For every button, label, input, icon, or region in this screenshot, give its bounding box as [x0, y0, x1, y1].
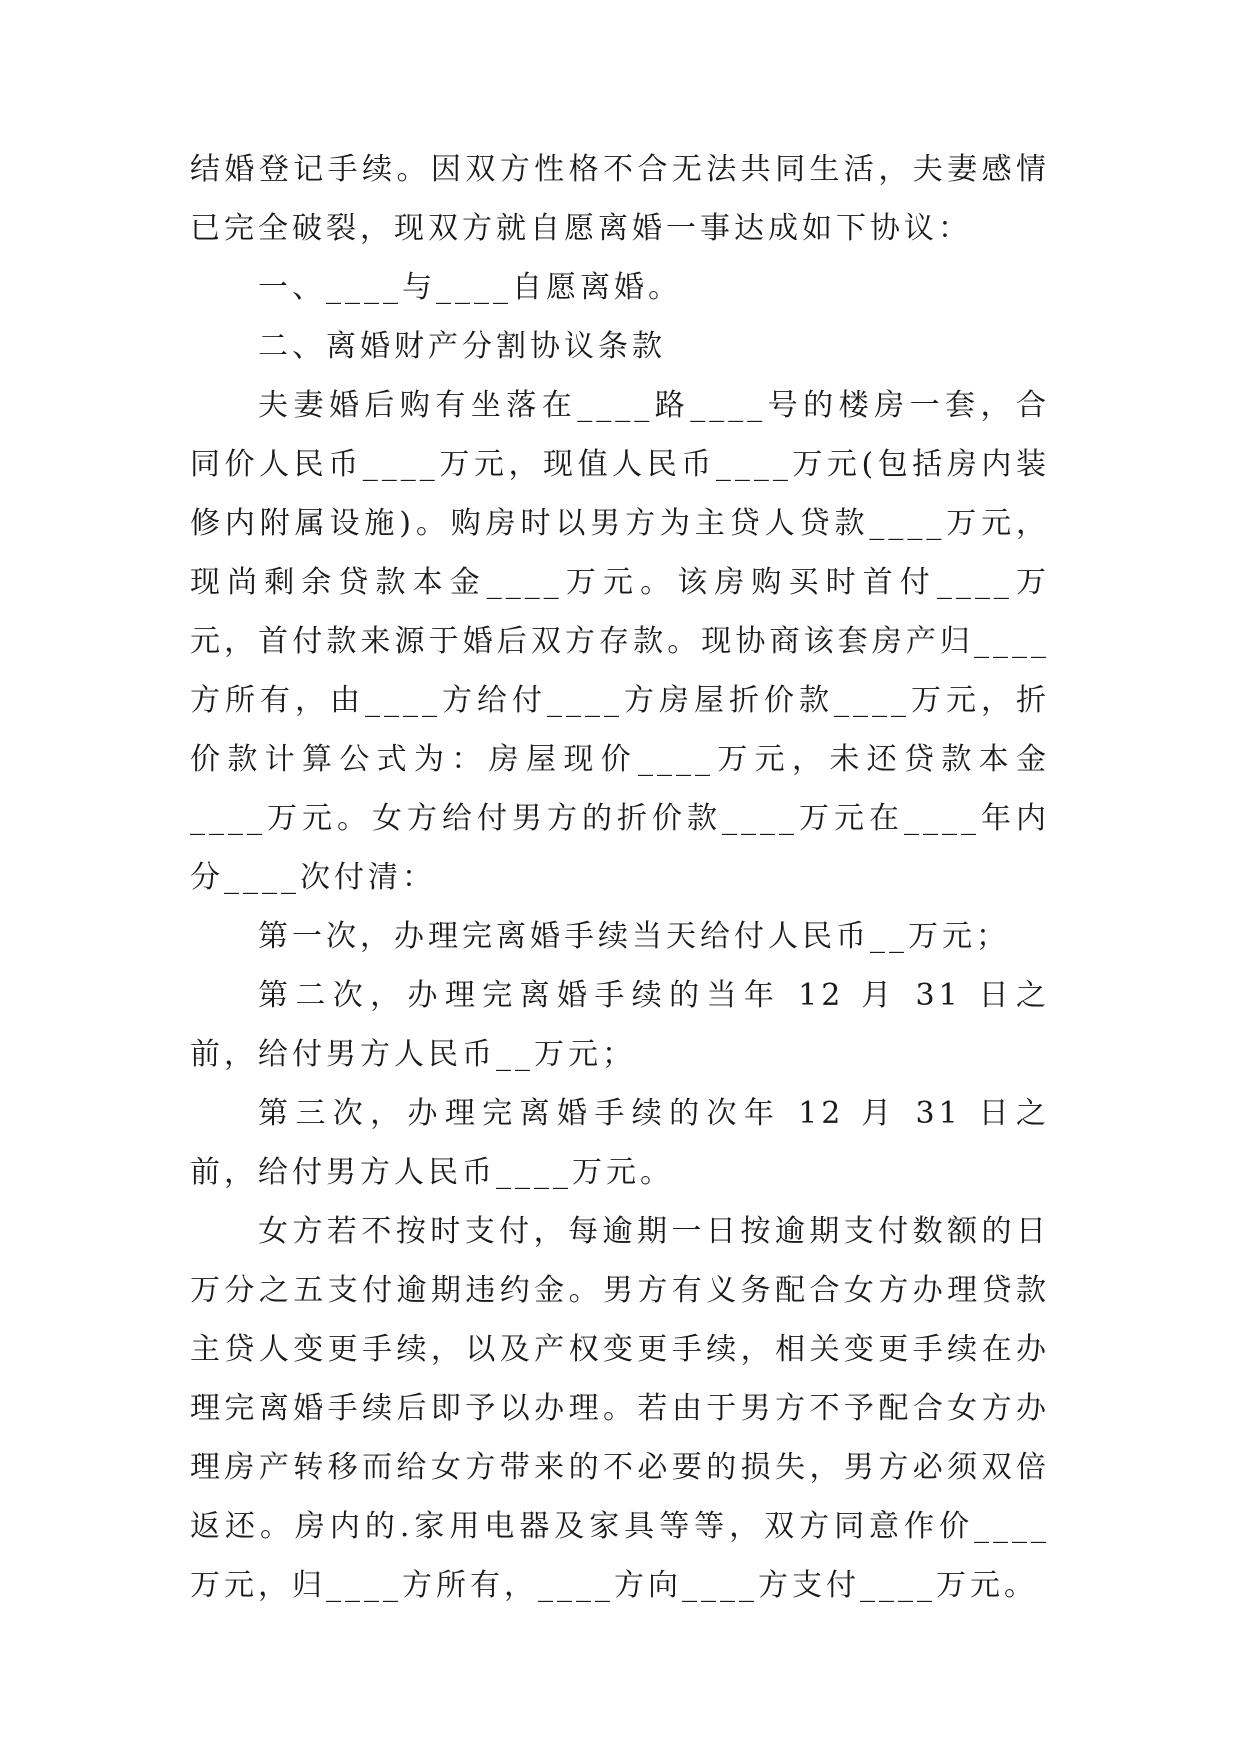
paragraph-third-payment: 第三次，办理完离婚手续的次年 12 月 31 日之前，给付男方人民币____万元。 [190, 1096, 1050, 1190]
paragraph-clause-one: 一、____与____自愿离婚。 [258, 270, 682, 305]
paragraph-intro: 结婚登记手续。因双方性格不合无法共同生活，夫妻感情已完全破裂，现双方就自愿离婚一事达成如下协议： [190, 152, 1050, 246]
paragraph-first-payment: 第一次，办理完离婚手续当天给付人民币__万元； [258, 919, 1010, 954]
paragraph-second-payment: 第二次，办理完离婚手续的当年 12 月 31 日之前，给付男方人民币__万元； [190, 978, 1050, 1072]
paragraph-penalty-terms: 女方若不按时支付，每逾期一日按逾期支付数额的日万分之五支付逾期违约金。男方有义务配合女方办理贷款主贷人变更手续，以及产权变更手续，相关变更手续在办理完离婚手续后即予以办理。若由于男方不予配合女方办理房产转移而给女方带来的不必要的损失，男方必须双倍返还。房内的.家用电器及家具等等，双方同意作价____万元，归____方所有，____方向____方支付____万元。 [190, 1214, 1050, 1603]
paragraph-property-terms: 夫妻婚后购有坐落在____路____号的楼房一套，合同价人民币____万元，现值人民币____万元(包括房内装修内附属设施)。购房时以男方为主贷人贷款____万元，现尚剩余贷款本金____万元。该房购买时首付____万元，首付款来源于婚后双方存款。现协商该套房产归____方所有，由____方给付____方房屋折价款____万元，折价款计算公式为：房屋现价____万元，未还贷款本金____万元。女方给付男方的折价款____万元在____年内分____次付清： [190, 388, 1050, 895]
paragraph-clause-two-heading: 二、离婚财产分割协议条款 [258, 329, 666, 364]
document-body [190, 140, 1050, 1615]
